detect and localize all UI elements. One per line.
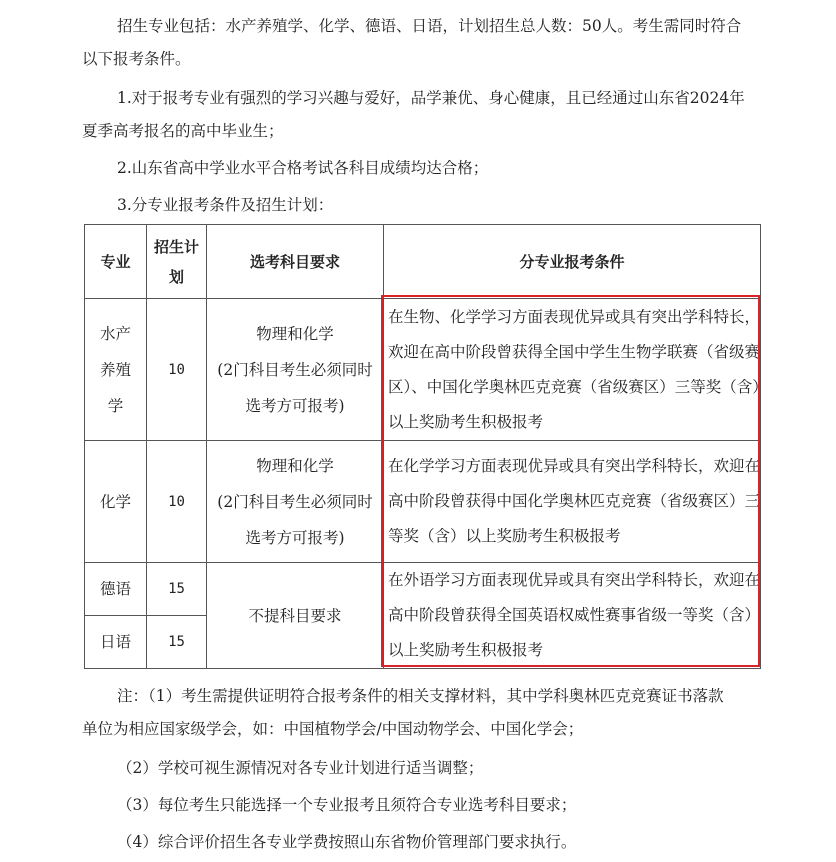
header-conditions: 分专业报考条件 [384, 225, 761, 299]
subjects-cell [207, 441, 384, 563]
conditions-cell: 在生物、化学学习方面表现优异或具有突出学科特长，欢迎在高中阶段曾获得全国中学生生物学联赛（省级赛区）、中国化学奥林匹克竞赛（省级赛区）三等奖（含）以上奖励考生积极报考 [384, 299, 761, 441]
table-row [85, 563, 761, 616]
subjects-main: 物理和化学 [256, 324, 334, 343]
header-plan: 招生计划 [147, 225, 207, 299]
subjects-note: (2门科目考生必须同时选考方可报考) [217, 360, 373, 415]
plan-cell: 10 [147, 299, 207, 441]
subjects-cell [207, 299, 384, 441]
intro-line-2: 以下报考条件。 [82, 50, 191, 68]
table-header-row [85, 225, 761, 299]
major-cell: 化学 [85, 441, 147, 563]
header-major: 专业 [85, 225, 147, 299]
note-3: （3）每位考生只能选择一个专业报考且须符合专业选考科目要求； [117, 796, 577, 814]
table-row [85, 441, 761, 563]
note-2: （2）学校可视生源情况对各专业计划进行适当调整； [117, 759, 484, 777]
conditions-cell: 在外语学习方面表现优异或具有突出学科特长，欢迎在高中阶段曾获得全国英语权威性赛事省级一等奖（含）以上奖励考生积极报考 [384, 563, 761, 669]
subjects-cell: 不提科目要求 [207, 563, 384, 669]
subjects-note: (2门科目考生必须同时选考方可报考) [217, 492, 373, 547]
condition-2: 2.山东省高中学业水平合格考试各科目成绩均达合格； [117, 159, 489, 177]
note-4: （4）综合评价招生各专业学费按照山东省物价管理部门要求执行。 [117, 833, 577, 851]
major-cell: 日语 [85, 616, 147, 669]
condition-1-line-2: 夏季高考报名的高中毕业生； [82, 122, 284, 140]
conditions-cell: 在化学学习方面表现优异或具有突出学科特长，欢迎在高中阶段曾获得中国化学奥林匹克竞赛（省级赛区）三等奖（含）以上奖励考生积极报考 [384, 441, 761, 563]
condition-1-line-1: 1.对于报考专业有强烈的学习兴趣与爱好，品学兼优、身心健康，且已经通过山东省2024年 [117, 89, 745, 107]
table-row [85, 299, 761, 441]
intro-line-1: 招生专业包括：水产养殖学、化学、德语、日语，计划招生总人数：50人。考生需同时符合 [117, 17, 742, 35]
header-subjects: 选考科目要求 [207, 225, 384, 299]
major-cell: 水产养殖学 [85, 299, 147, 441]
major-cell: 德语 [85, 563, 147, 616]
condition-3: 3.分专业报考条件及招生计划： [117, 196, 334, 214]
plan-cell: 10 [147, 441, 207, 563]
note-1-line-1: 注：（1）考生需提供证明符合报考条件的相关支撑材料，其中学科奥林匹克竞赛证书落款 [117, 687, 724, 705]
note-1-line-2: 单位为相应国家级学会，如：中国植物学会/中国动物学会、中国化学会； [82, 720, 584, 738]
plan-cell: 15 [147, 563, 207, 616]
admission-requirements-table [84, 224, 761, 669]
subjects-main: 物理和化学 [256, 456, 334, 475]
plan-cell: 15 [147, 616, 207, 669]
